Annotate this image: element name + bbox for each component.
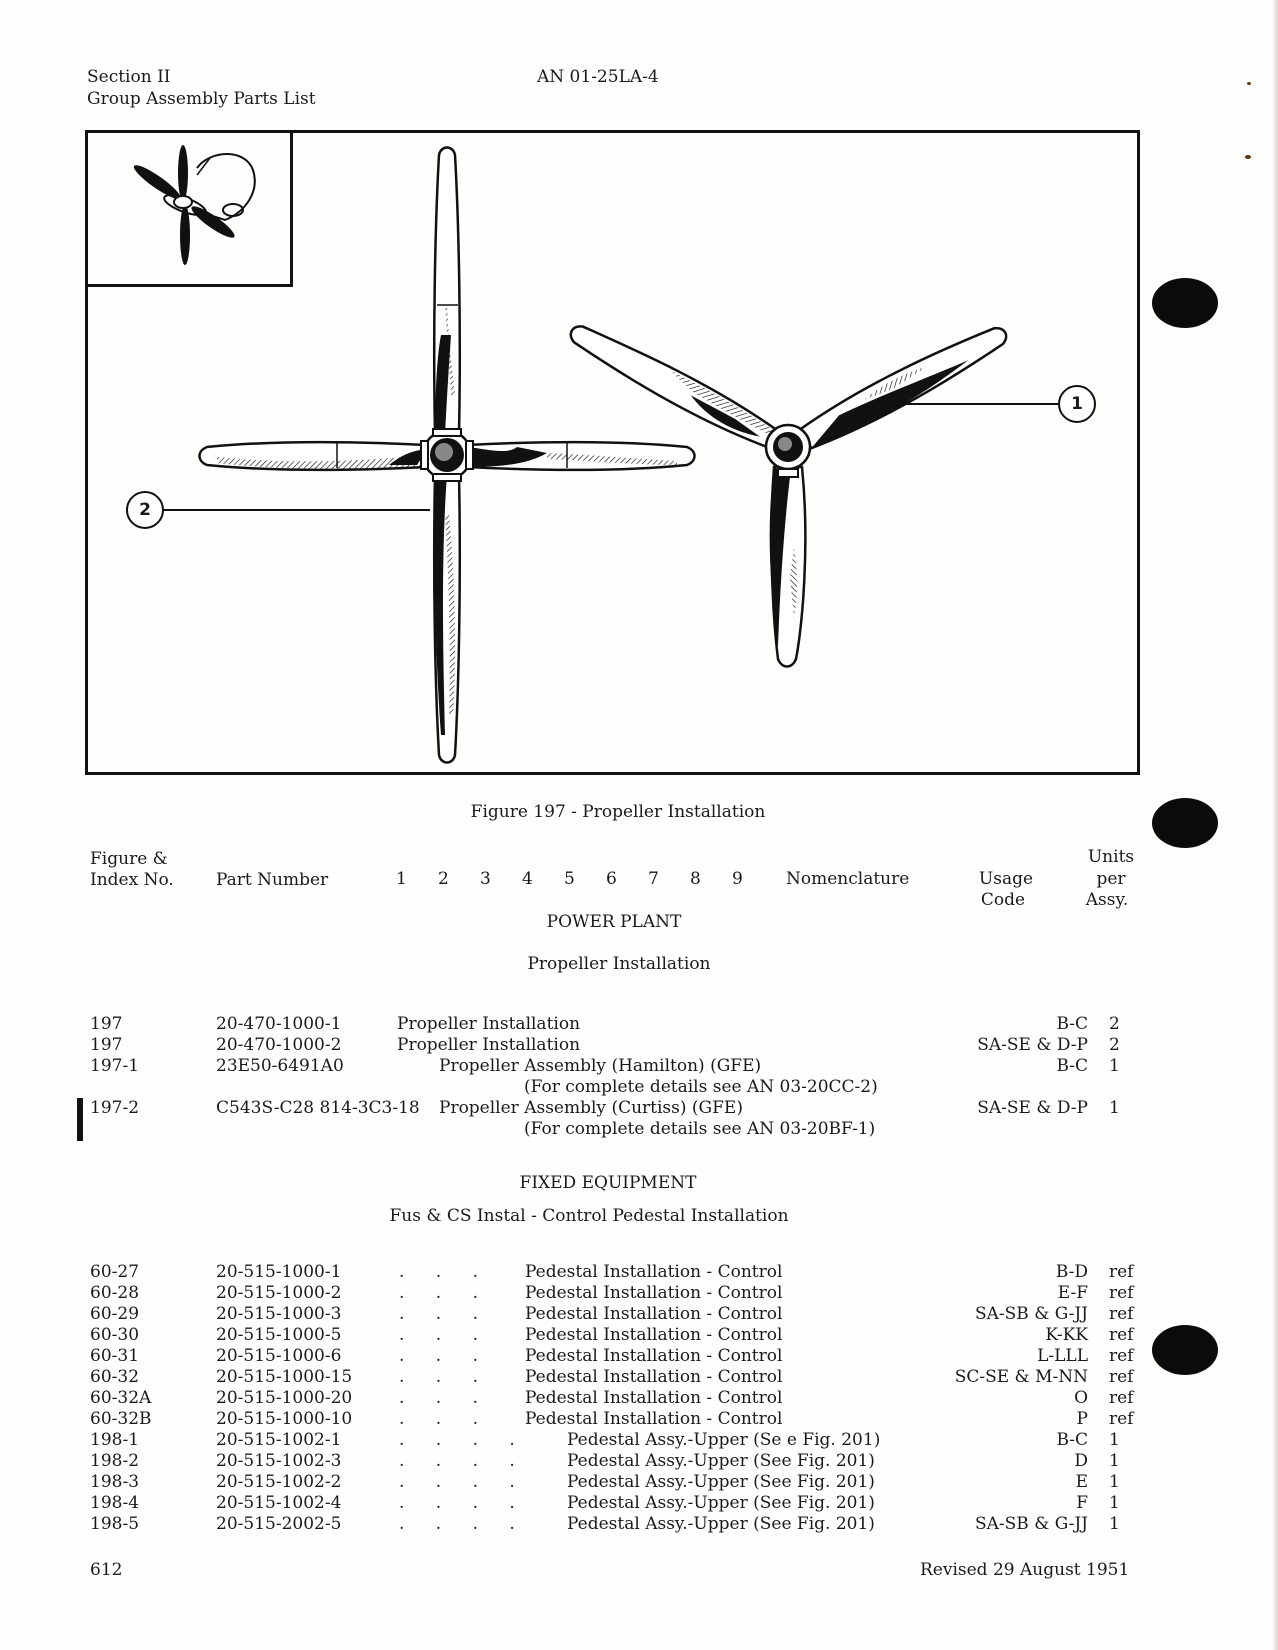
col-level-7: 7	[648, 869, 659, 889]
leader-line-2	[162, 509, 430, 511]
part-number: 20-515-1000-1	[216, 1262, 342, 1282]
usage-code: E-F	[1057, 1283, 1088, 1303]
units-per-assy: ref	[1109, 1388, 1134, 1408]
indent-dots: . . .	[399, 1346, 479, 1366]
index-number: 198-4	[90, 1493, 140, 1513]
nomenclature: Pedestal Installation - Control	[525, 1283, 783, 1303]
indent-dots: . . .	[399, 1304, 479, 1324]
nomenclature: Pedestal Installation - Control	[525, 1325, 783, 1345]
units-per-assy: ref	[1109, 1409, 1134, 1429]
usage-code: SA-SE & D-P	[977, 1035, 1088, 1055]
units-per-assy: 1	[1109, 1493, 1120, 1513]
col-level-2: 2	[438, 869, 449, 889]
usage-code: P	[1076, 1409, 1088, 1429]
usage-code: D	[1074, 1451, 1088, 1471]
part-number: 20-515-1002-1	[216, 1430, 342, 1450]
table-row	[0, 1098, 1278, 1119]
speck	[1247, 82, 1251, 85]
index-number: 198-1	[90, 1430, 140, 1450]
col-units-line3: Assy.	[1085, 890, 1129, 910]
table-row	[0, 1325, 1278, 1346]
part-number: 20-515-1002-3	[216, 1451, 342, 1471]
col-usage-line1: Usage	[978, 869, 1034, 889]
indent-dots: . . . .	[399, 1493, 515, 1513]
callout-2: 2	[126, 491, 164, 529]
indent-dots: . . . .	[399, 1514, 515, 1534]
usage-code: B-C	[1056, 1014, 1088, 1034]
units-per-assy: 1	[1109, 1514, 1120, 1534]
nomenclature: Pedestal Installation - Control	[525, 1409, 783, 1429]
reference-note: (For complete details see AN 03-20BF-1)	[524, 1119, 876, 1139]
units-per-assy: ref	[1109, 1262, 1134, 1282]
col-units-line1: Units	[1087, 847, 1135, 867]
indent-dots: . . .	[399, 1388, 479, 1408]
units-per-assy: 2	[1109, 1014, 1120, 1034]
index-number: 197	[90, 1035, 123, 1055]
table-row	[0, 1035, 1278, 1056]
col-index-line1: Figure &	[90, 849, 168, 869]
document-subtitle: Group Assembly Parts List	[87, 89, 316, 109]
part-number: 20-515-1000-10	[216, 1409, 353, 1429]
binder-hole	[1152, 798, 1218, 848]
document-number: AN 01-25LA-4	[537, 67, 659, 87]
index-number: 197-2	[90, 1098, 140, 1118]
usage-code: SA-SE & D-P	[977, 1098, 1088, 1118]
index-number: 60-32B	[90, 1409, 152, 1429]
part-number: 20-515-1002-2	[216, 1472, 342, 1492]
usage-code: SA-SB & G-JJ	[974, 1304, 1088, 1324]
table-row	[0, 1367, 1278, 1388]
table-row-note	[0, 1119, 1278, 1140]
index-number: 60-32A	[90, 1388, 152, 1408]
col-usage-line2: Code	[980, 890, 1026, 910]
indent-dots: . . .	[399, 1262, 479, 1282]
part-number: C543S-C28 814-3C3-18	[216, 1098, 420, 1118]
index-number: 60-32	[90, 1367, 140, 1387]
index-number: 198-5	[90, 1514, 140, 1534]
indent-dots: . . .	[399, 1367, 479, 1387]
units-per-assy: 1	[1109, 1056, 1120, 1076]
nomenclature: Propeller Assembly (Hamilton) (GFE)	[439, 1056, 762, 1076]
usage-code: K-KK	[1045, 1325, 1088, 1345]
part-number: 20-515-1002-4	[216, 1493, 342, 1513]
table-row	[0, 1493, 1278, 1514]
section-title-power-plant: POWER PLANT	[546, 912, 682, 932]
nomenclature: Pedestal Assy.-Upper (See Fig. 201)	[567, 1451, 875, 1471]
part-number: 20-515-1000-20	[216, 1388, 353, 1408]
table-row	[0, 1056, 1278, 1077]
units-per-assy: 2	[1109, 1035, 1120, 1055]
part-number: 20-515-2002-5	[216, 1514, 342, 1534]
nomenclature: Pedestal Assy.-Upper (See Fig. 201)	[567, 1514, 875, 1534]
usage-code: F	[1076, 1493, 1088, 1513]
indent-dots: . . . .	[399, 1451, 515, 1471]
part-number: 20-470-1000-1	[216, 1014, 342, 1034]
binder-hole	[1152, 278, 1218, 328]
part-number: 20-515-1000-15	[216, 1367, 353, 1387]
usage-code: E	[1075, 1472, 1088, 1492]
table-row	[0, 1304, 1278, 1325]
col-level-5: 5	[564, 869, 575, 889]
part-number: 20-515-1000-3	[216, 1304, 342, 1324]
callout-1: 1	[1058, 385, 1096, 423]
indent-dots: . . . .	[399, 1430, 515, 1450]
section-subtitle-propeller: Propeller Installation	[527, 954, 711, 974]
section-subtitle-pedestal: Fus & CS Instal - Control Pedestal Installation	[389, 1206, 789, 1226]
nomenclature: Pedestal Assy.-Upper (See Fig. 201)	[567, 1472, 875, 1492]
usage-code: L-LLL	[1037, 1346, 1088, 1366]
three-blade-propeller	[564, 318, 1013, 666]
part-number: 20-515-1000-2	[216, 1283, 342, 1303]
page-number: 612	[90, 1560, 123, 1580]
index-number: 60-27	[90, 1262, 140, 1282]
leader-line-1	[898, 403, 1058, 405]
units-per-assy: ref	[1109, 1367, 1134, 1387]
units-per-assy: ref	[1109, 1304, 1134, 1324]
indent-dots: . . . .	[399, 1472, 515, 1492]
col-level-4: 4	[522, 869, 533, 889]
indent-dots: . . .	[399, 1325, 479, 1345]
usage-code: B-C	[1056, 1430, 1088, 1450]
usage-code: SA-SB & G-JJ	[974, 1514, 1088, 1534]
units-per-assy: 1	[1109, 1098, 1120, 1118]
indent-dots: . . .	[399, 1409, 479, 1429]
table-row	[0, 1283, 1278, 1304]
reference-note: (For complete details see AN 03-20CC-2)	[524, 1077, 878, 1097]
col-level-3: 3	[480, 869, 491, 889]
section-label: Section II	[87, 67, 171, 87]
units-per-assy: ref	[1109, 1346, 1134, 1366]
units-per-assy: 1	[1109, 1472, 1120, 1492]
table-row	[0, 1388, 1278, 1409]
index-number: 60-31	[90, 1346, 140, 1366]
table-row	[0, 1472, 1278, 1493]
table-row-note	[0, 1077, 1278, 1098]
nomenclature: Pedestal Installation - Control	[525, 1346, 783, 1366]
usage-code: SC-SE & M-NN	[954, 1367, 1088, 1387]
part-number: 20-515-1000-5	[216, 1325, 342, 1345]
revision-date: Revised 29 August 1951	[920, 1560, 1130, 1580]
units-per-assy: ref	[1109, 1283, 1134, 1303]
part-number: 23E50-6491A0	[216, 1056, 344, 1076]
usage-code: O	[1074, 1388, 1088, 1408]
usage-code: B-C	[1056, 1056, 1088, 1076]
nomenclature: Propeller Assembly (Curtiss) (GFE)	[439, 1098, 743, 1118]
index-number: 60-29	[90, 1304, 140, 1324]
nomenclature: Propeller Installation	[397, 1014, 581, 1034]
table-row	[0, 1409, 1278, 1430]
propeller-illustration	[85, 130, 1137, 772]
nomenclature: Pedestal Installation - Control	[525, 1367, 783, 1387]
part-number: 20-515-1000-6	[216, 1346, 342, 1366]
col-level-1: 1	[396, 869, 407, 889]
index-number: 197-1	[90, 1056, 140, 1076]
units-per-assy: 1	[1109, 1430, 1120, 1450]
index-number: 60-30	[90, 1325, 140, 1345]
col-part-number: Part Number	[216, 870, 329, 890]
units-per-assy: 1	[1109, 1451, 1120, 1471]
index-number: 198-2	[90, 1451, 140, 1471]
col-level-9: 9	[732, 869, 743, 889]
table-row	[0, 1451, 1278, 1472]
table-row	[0, 1262, 1278, 1283]
col-nomenclature: Nomenclature	[786, 869, 910, 889]
nomenclature: Propeller Installation	[397, 1035, 581, 1055]
figure-caption: Figure 197 - Propeller Installation	[470, 802, 766, 822]
table-row	[0, 1514, 1278, 1535]
part-number: 20-470-1000-2	[216, 1035, 342, 1055]
col-index-line2: Index No.	[90, 870, 174, 890]
nomenclature: Pedestal Assy.-Upper (See Fig. 201)	[567, 1493, 875, 1513]
units-per-assy: ref	[1109, 1325, 1134, 1345]
table-row	[0, 1430, 1278, 1451]
col-level-8: 8	[690, 869, 701, 889]
table-row	[0, 1346, 1278, 1367]
col-units-line2: per	[1096, 869, 1126, 889]
nomenclature: Pedestal Installation - Control	[525, 1262, 783, 1282]
table-row	[0, 1014, 1278, 1035]
four-blade-propeller	[200, 148, 695, 763]
indent-dots: . . .	[399, 1283, 479, 1303]
index-number: 197	[90, 1014, 123, 1034]
nomenclature: Pedestal Installation - Control	[525, 1304, 783, 1324]
index-number: 198-3	[90, 1472, 140, 1492]
section-title-fixed-equipment: FIXED EQUIPMENT	[519, 1173, 697, 1193]
index-number: 60-28	[90, 1283, 140, 1303]
nomenclature: Pedestal Assy.-Upper (Se e Fig. 201)	[567, 1430, 881, 1450]
nomenclature: Pedestal Installation - Control	[525, 1388, 783, 1408]
usage-code: B-D	[1055, 1262, 1088, 1282]
speck	[1245, 155, 1251, 159]
col-level-6: 6	[606, 869, 617, 889]
